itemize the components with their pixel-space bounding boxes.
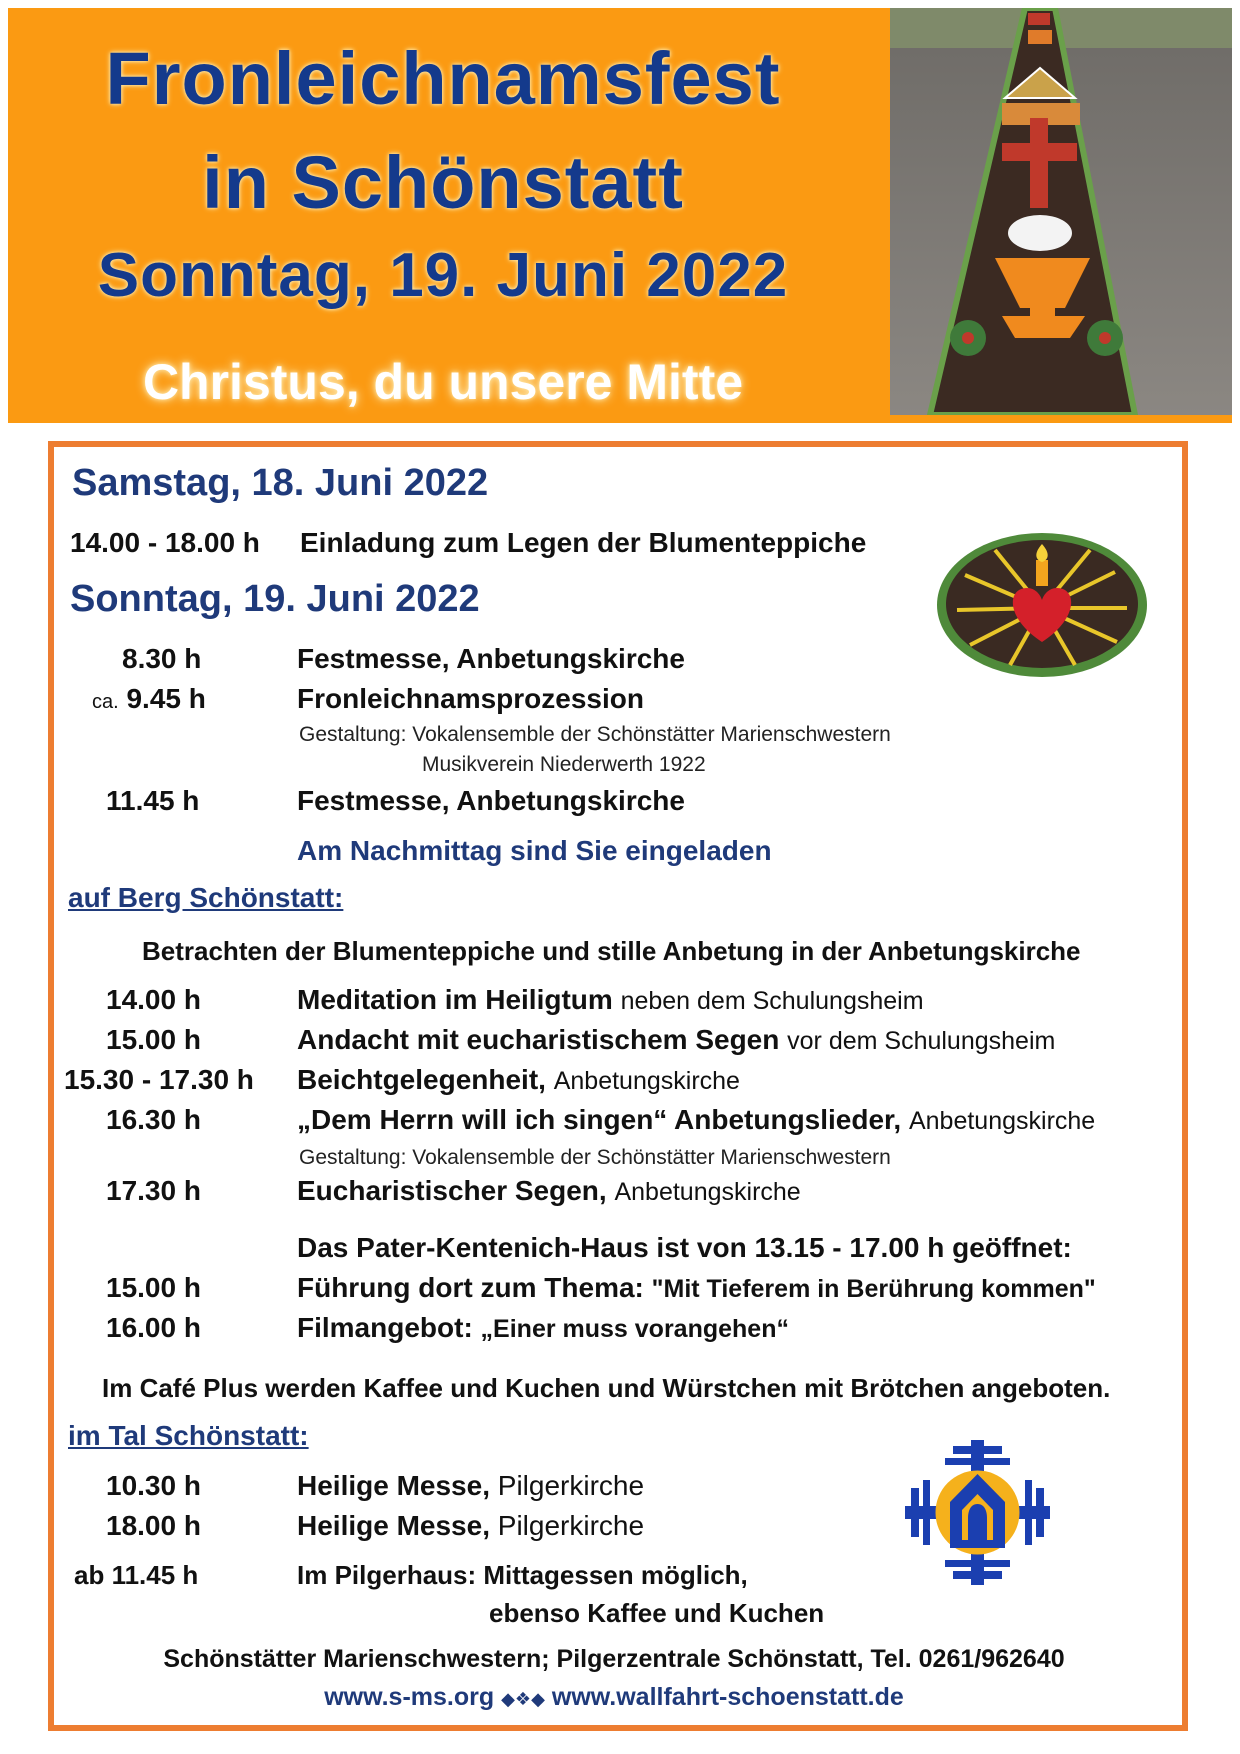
tal-time-2: 18.00 h	[106, 1510, 201, 1541]
berg-intro: Betrachten der Blumenteppiche und stille Anbetung in der Anbetungskirche	[142, 936, 1081, 966]
berg-event-2: Andacht mit eucharistischem Segen vor dem Schulungsheim	[297, 1024, 1056, 1055]
flower-carpet-photo	[890, 8, 1232, 415]
sunday-time-2: ca. 9.45 h	[92, 683, 206, 714]
sunday-heading: Sonntag, 19. Juni 2022	[70, 578, 480, 620]
berg-sub-4: Gestaltung: Vokalensemble der Schönstätter Marienschwestern	[299, 1146, 891, 1169]
saturday-event: Einladung zum Legen der Blumenteppiche	[300, 527, 867, 558]
sunday-event-2: Fronleichnamsprozession	[297, 683, 644, 714]
footer-contact: Schönstätter Marienschwestern; Pilgerzentrale Schönstatt, Tel. 0261/962640	[163, 1645, 1065, 1673]
link-s-ms[interactable]: www.s-ms.org	[324, 1683, 495, 1711]
berg-time-2: 15.00 h	[106, 1024, 201, 1055]
link-wallfahrt[interactable]: www.wallfahrt-schoenstatt.de	[551, 1683, 904, 1711]
saturday-time: 14.00 - 18.00 h	[70, 527, 260, 558]
procession-sub-2: Musikverein Niederwerth 1922	[422, 753, 706, 776]
sunday-event-3: Festmesse, Anbetungskirche	[297, 785, 685, 816]
berg-heading: auf Berg Schönstatt:	[68, 882, 344, 913]
footer-links	[0, 1683, 1228, 1712]
title-line-2: in Schönstatt	[202, 141, 684, 224]
tal-event-1: Heilige Messe, Pilgerkirche	[297, 1470, 645, 1501]
sunday-time-1: 8.30 h	[122, 643, 202, 674]
cafe-note: Im Café Plus werden Kaffee und Kuchen und Würstchen mit Brötchen angeboten.	[102, 1373, 1111, 1403]
berg-event-1: Meditation im Heiligtum neben dem Schulungsheim	[297, 984, 924, 1015]
pilgerhaus-line-2: ebenso Kaffee und Kuchen	[489, 1598, 825, 1628]
kentenich-time-2: 16.00 h	[106, 1312, 201, 1343]
procession-sub-1: Gestaltung: Vokalensemble der Schönstätter Marienschwestern	[299, 723, 891, 746]
tal-event-2: Heilige Messe, Pilgerkirche	[297, 1510, 645, 1541]
afternoon-note: Am Nachmittag sind Sie eingeladen	[297, 835, 772, 866]
berg-event-4: „Dem Herrn will ich singen“ Anbetungslieder, Anbetungskirche	[297, 1104, 1096, 1135]
tal-heading: im Tal Schönstatt:	[68, 1420, 309, 1451]
berg-time-4: 16.30 h	[106, 1104, 201, 1135]
date-line: Sonntag, 19. Juni 2022	[97, 241, 789, 310]
sunday-event-1: Festmesse, Anbetungskirche	[297, 643, 685, 674]
footer-separator: ◆❖◆	[501, 1689, 545, 1709]
berg-event-3: Beichtgelegenheit, Anbetungskirche	[297, 1064, 740, 1095]
schoenstatt-logo	[905, 1440, 1050, 1590]
berg-time-5: 17.30 h	[106, 1175, 201, 1206]
berg-time-1: 14.00 h	[106, 984, 201, 1015]
sunday-time-3: 11.45 h	[106, 785, 200, 816]
motto: Christus, du unsere Mitte	[142, 354, 744, 410]
title-line-1: Fronleichnamsfest	[105, 37, 781, 120]
berg-time-3: 15.30 - 17.30 h	[64, 1064, 254, 1095]
berg-event-5: Eucharistischer Segen, Anbetungskirche	[297, 1175, 801, 1206]
saturday-heading: Samstag, 18. Juni 2022	[72, 462, 489, 504]
kentenich-note: Das Pater-Kentenich-Haus ist von 13.15 - 17.00 h geöffnet:	[297, 1232, 1072, 1263]
tal-time-1: 10.30 h	[106, 1470, 201, 1501]
sacred-heart-carpet-image	[935, 530, 1150, 685]
kentenich-time-1: 15.00 h	[106, 1272, 201, 1303]
pilgerhaus-time: ab 11.45 h	[74, 1560, 199, 1590]
kentenich-event-2: Filmangebot: „Einer muss vorangehen“	[297, 1312, 789, 1343]
pilgerhaus-line-1: Im Pilgerhaus: Mittagessen möglich,	[297, 1560, 748, 1590]
kentenich-event-1: Führung dort zum Thema: "Mit Tieferem in Berührung kommen"	[297, 1272, 1096, 1303]
